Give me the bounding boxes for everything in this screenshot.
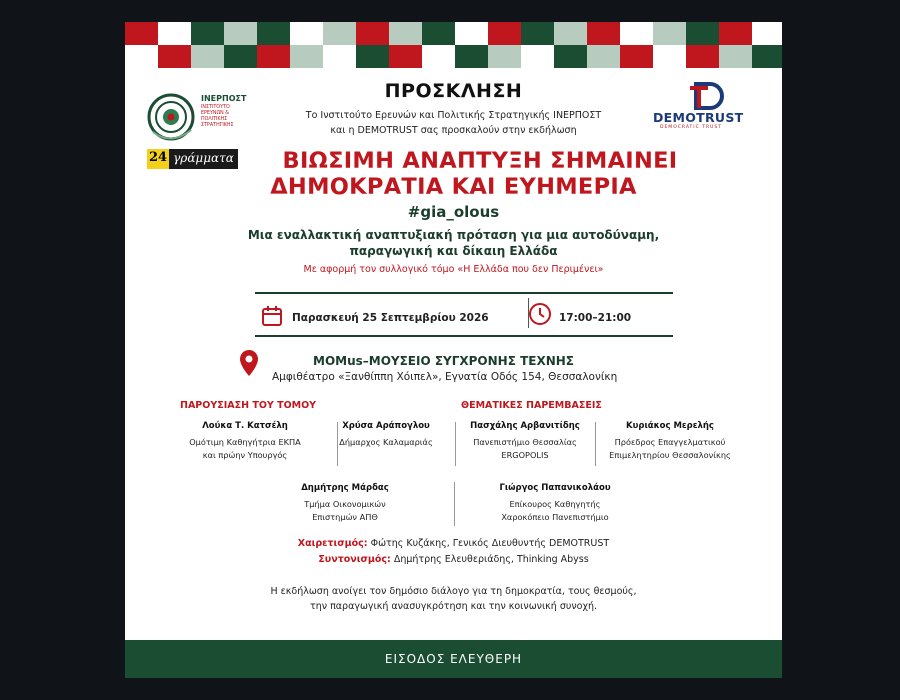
checker-square — [290, 22, 323, 45]
checker-square — [125, 22, 158, 45]
checker-square — [653, 22, 686, 45]
checker-square — [752, 45, 782, 68]
speaker-divider — [454, 482, 455, 526]
event-headline-line2: ΔΗΜΟΚΡΑΤΙΑ ΚΑΙ ΕΥΗΜΕΡΙΑ — [270, 174, 637, 200]
checker-square — [125, 45, 158, 68]
event-headline-line1: ΒΙΩΣΙΜΗ ΑΝΑΠΤΥΞΗ ΣΗΜΑΙΝΕΙ — [282, 148, 678, 174]
checker-square — [554, 22, 587, 45]
checker-square — [554, 45, 587, 68]
checker-square — [521, 22, 554, 45]
checker-square — [488, 22, 521, 45]
checker-square — [521, 45, 554, 68]
checker-square — [323, 45, 356, 68]
checker-square — [719, 22, 752, 45]
event-time: 17:00–21:00 — [559, 312, 632, 324]
speaker-mardas: Δημήτρης Μάρδας Τμήμα Οικονομικών Επιστημών ΑΠΘ — [301, 483, 389, 522]
calendar-icon — [261, 305, 283, 327]
section-talks-title: ΘΕΜΑΤΙΚΕΣ ΠΑΡΕΜΒΑΣΕΙΣ — [461, 400, 602, 411]
closing-text: Η εκδήλωση ανοίγει τον δημόσιο διάλογο για τη δημοκρατία, τους θεσμούς, την παραγωγική ανασυγκρότηση και την κοινωνική συνοχή. — [270, 586, 637, 612]
checker-square — [587, 45, 620, 68]
location-pin-icon — [239, 349, 259, 377]
checker-square — [719, 45, 752, 68]
free-entry-footer: ΕΙΣΟΔΟΣ ΕΛΕΥΘΕΡΗ — [125, 640, 782, 678]
checker-square — [323, 22, 356, 45]
24grammata-number: 24 — [147, 149, 169, 169]
checker-square — [422, 45, 455, 68]
page-title: ΠΡΟΣΚΛΗΣΗ — [384, 80, 523, 102]
checker-square — [290, 45, 323, 68]
speaker-arvanitidis: Πασχάλης Αρβανιτίδης Πανεπιστήμιο Θεσσαλίας ERGOPOLIS — [470, 421, 580, 460]
checker-square — [752, 22, 782, 45]
checker-square — [224, 22, 257, 45]
moderation-line: Συντονισμός: Δημήτρης Ελευθεριάδης, Thinking Abyss — [318, 554, 589, 565]
checker-square — [389, 22, 422, 45]
divider-top — [255, 292, 673, 294]
speaker-katseli: Λούκα Τ. Κατσέλη Ομότιμη Καθηγήτρια ΕΚΠΑ και πρώην Υπουργός — [189, 421, 301, 460]
checker-square — [191, 45, 224, 68]
checker-square — [422, 22, 455, 45]
hashtag: #gia_olous — [407, 203, 500, 221]
venue-name: MOMus–ΜΟΥΣΕΙΟ ΣΥΓΧΡΟΝΗΣ ΤΕΧΝΗΣ — [313, 354, 574, 368]
checker-square — [686, 45, 719, 68]
checker-square — [653, 45, 686, 68]
speaker-papanikolaou: Γιώργος Παπανικολάου Επίκουρος Καθηγητής Χαροκόπειο Πανεπιστήμιο — [499, 483, 611, 522]
event-subtitle: Μια εναλλακτική αναπτυξιακή πρόταση για μια αυτοδύναμη, παραγωγική και δίκαιη Ελλάδα — [247, 228, 660, 258]
checker-square — [257, 22, 290, 45]
checker-square — [191, 22, 224, 45]
checker-square — [455, 22, 488, 45]
checker-square — [587, 22, 620, 45]
event-occasion: Με αφορμή τον συλλογικό τόμο «Η Ελλάδα που δεν Περιμένει» — [303, 264, 604, 275]
demotrust-logo — [650, 80, 760, 138]
inerpost-logo-name: ΙΝΕΡΠΟΣΤ — [201, 94, 247, 103]
section-presentation-title: ΠΑΡΟΥΣΙΑΣΗ ΤΟΥ ΤΟΜΟΥ — [180, 400, 317, 411]
speaker-arapoglou: Χρύσα Αράπογλου Δήμαρχος Καλαμαριάς — [339, 421, 433, 447]
checker-square — [686, 22, 719, 45]
clock-icon — [528, 302, 552, 326]
venue-address: Αμφιθέατρο «Ξανθίππη Χόιπελ», Εγνατία Οδός 154, Θεσσαλονίκη — [272, 371, 618, 383]
checker-square — [455, 45, 488, 68]
checker-square — [158, 45, 191, 68]
divider-bottom — [255, 335, 673, 337]
greetings-line: Χαιρετισμός: Φώτης Κυζάκης, Γενικός Διευθυντής DEMOTRUST — [297, 538, 610, 549]
demotrust-logo-tagline: DEMOCRATIC TRUST — [660, 125, 722, 130]
checker-square — [488, 45, 521, 68]
checker-square — [356, 22, 389, 45]
invitation-intro: Το Ινστιτούτο Ερευνών και Πολιτικής Στρατηγικής ΙΝΕΡΠΟΣΤ και η DEMOTRUST σας προσκαλούν στην εκδήλωση — [305, 110, 602, 136]
checker-square — [224, 45, 257, 68]
24grammata-word: γράμματα — [169, 149, 238, 169]
invitation-card — [125, 22, 782, 678]
decorative-checker-band — [125, 22, 782, 68]
checker-square — [257, 45, 290, 68]
checker-square — [620, 45, 653, 68]
checker-square — [620, 22, 653, 45]
inerpost-logo-lines: ΙΝΣΤΙΤΟΥΤΟ ΕΡΕΥΝΩΝ & ΠΟΛΙΤΙΚΗΣ ΣΤΡΑΤΗΓΙΚΗΣ — [201, 105, 234, 128]
checker-square — [158, 22, 191, 45]
speaker-merelis: Κυριάκος Μερελής Πρόεδρος Επαγγελματικού Επιμελητηρίου Θεσσαλονίκης — [609, 421, 731, 460]
demotrust-logo-name: DEMOTRUST — [653, 110, 744, 125]
event-date: Παρασκευή 25 Σεπτεμβρίου 2026 — [292, 312, 489, 324]
checker-square — [389, 45, 422, 68]
checker-square — [356, 45, 389, 68]
